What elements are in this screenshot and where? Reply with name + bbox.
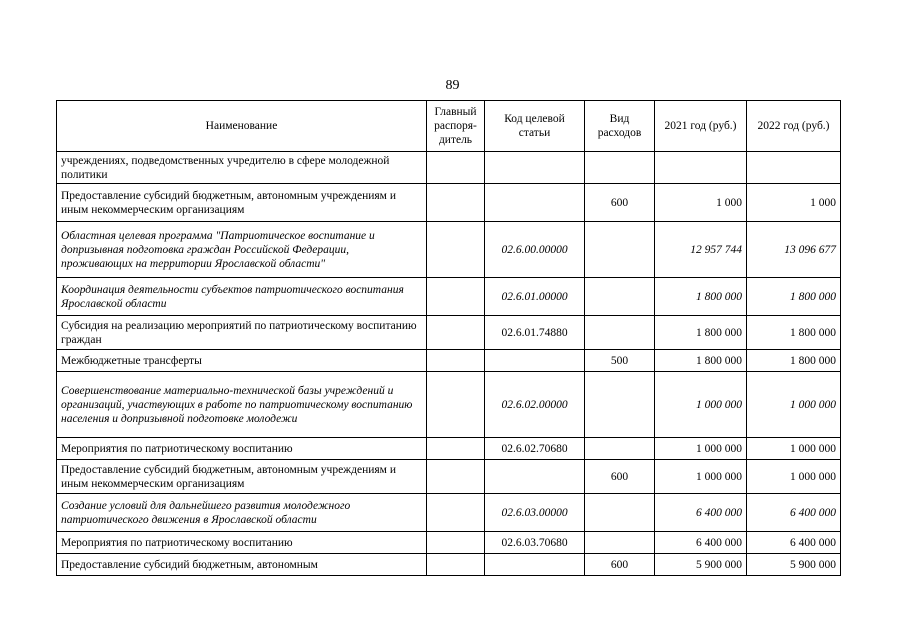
row-manager [427, 184, 485, 222]
table-row [57, 278, 841, 316]
row-code [485, 554, 585, 576]
row-type [585, 222, 655, 278]
row-2021: 1 800 000 [655, 278, 747, 316]
table-row [57, 554, 841, 576]
row-2021: 6 400 000 [655, 532, 747, 554]
row-manager [427, 316, 485, 350]
row-type [585, 278, 655, 316]
row-type: 600 [585, 184, 655, 222]
row-2022: 1 000 000 [747, 460, 841, 494]
header-manager: Главный распоря-дитель [427, 101, 485, 152]
row-name: Координация деятельности субъектов патриотического воспитания Ярославской области [57, 278, 427, 316]
row-manager [427, 460, 485, 494]
table-row [57, 372, 841, 438]
row-name: Областная целевая программа "Патриотическое воспитание и допризывная подготовка граждан Российской Федерации, проживающих на территории Ярославской области" [57, 222, 427, 278]
row-type [585, 316, 655, 350]
page-number: 89 [445, 78, 460, 93]
row-type [585, 494, 655, 532]
table-row [57, 350, 841, 372]
row-manager [427, 278, 485, 316]
row-2021: 1 000 000 [655, 460, 747, 494]
row-2022: 6 400 000 [747, 532, 841, 554]
row-manager [427, 372, 485, 438]
row-name: Мероприятия по патриотическому воспитанию [57, 532, 427, 554]
row-2021 [655, 152, 747, 184]
row-2022: 1 000 [747, 184, 841, 222]
row-2022: 1 000 000 [747, 438, 841, 460]
row-name: Предоставление субсидий бюджетным, автономным учреждениям и иным некоммерческим организациям [57, 184, 427, 222]
table-row [57, 494, 841, 532]
header-type: Вид расходов [585, 101, 655, 152]
row-code: 02.6.01.00000 [485, 278, 585, 316]
row-2021: 1 000 000 [655, 372, 747, 438]
row-code: 02.6.01.74880 [485, 316, 585, 350]
row-code [485, 152, 585, 184]
header-code: Код целевой статьи [485, 101, 585, 152]
row-type: 600 [585, 554, 655, 576]
row-code: 02.6.02.00000 [485, 372, 585, 438]
header-2021: 2021 год (руб.) [655, 101, 747, 152]
row-type [585, 532, 655, 554]
row-2021: 1 800 000 [655, 350, 747, 372]
row-2021: 5 900 000 [655, 554, 747, 576]
row-2022: 6 400 000 [747, 494, 841, 532]
row-2022: 5 900 000 [747, 554, 841, 576]
row-type [585, 372, 655, 438]
row-2021: 1 000 000 [655, 438, 747, 460]
row-manager [427, 532, 485, 554]
row-code: 02.6.02.70680 [485, 438, 585, 460]
row-name: Совершенствование материально-технической базы учреждений и организаций, участвующих в работе по патриотическому воспитанию населения и допризывной подготовке молодежи [57, 372, 427, 438]
row-type: 600 [585, 460, 655, 494]
table-row [57, 532, 841, 554]
row-2022: 1 800 000 [747, 316, 841, 350]
table-row [57, 438, 841, 460]
table-row [57, 460, 841, 494]
row-2022: 13 096 677 [747, 222, 841, 278]
row-name: Предоставление субсидий бюджетным, автономным учреждениям и иным некоммерческим организациям [57, 460, 427, 494]
row-code: 02.6.03.70680 [485, 532, 585, 554]
row-code: 02.6.03.00000 [485, 494, 585, 532]
row-manager [427, 554, 485, 576]
budget-table [56, 100, 841, 576]
row-manager [427, 350, 485, 372]
row-manager [427, 438, 485, 460]
row-name: Мероприятия по патриотическому воспитанию [57, 438, 427, 460]
row-2021: 12 957 744 [655, 222, 747, 278]
row-name: Межбюджетные трансферты [57, 350, 427, 372]
row-code: 02.6.00.00000 [485, 222, 585, 278]
row-2021: 1 800 000 [655, 316, 747, 350]
row-name: учреждениях, подведомственных учредителю в сфере молодежной политики [57, 152, 427, 184]
row-code [485, 350, 585, 372]
row-2021: 1 000 [655, 184, 747, 222]
row-2022 [747, 152, 841, 184]
row-2022: 1 800 000 [747, 350, 841, 372]
row-2022: 1 000 000 [747, 372, 841, 438]
row-type [585, 438, 655, 460]
header-2022: 2022 год (руб.) [747, 101, 841, 152]
row-type [585, 152, 655, 184]
row-2022: 1 800 000 [747, 278, 841, 316]
table-header-row [57, 101, 841, 152]
row-manager [427, 152, 485, 184]
table-row [57, 152, 841, 184]
table-row [57, 222, 841, 278]
row-code [485, 184, 585, 222]
row-name: Субсидия на реализацию мероприятий по патриотическому воспитанию граждан [57, 316, 427, 350]
header-name: Наименование [57, 101, 427, 152]
table-row [57, 316, 841, 350]
row-type: 500 [585, 350, 655, 372]
row-manager [427, 222, 485, 278]
row-2021: 6 400 000 [655, 494, 747, 532]
row-name: Предоставление субсидий бюджетным, автономным [57, 554, 427, 576]
row-manager [427, 494, 485, 532]
row-name: Создание условий для дальнейшего развития молодежного патриотического движения в Ярославской области [57, 494, 427, 532]
table-row [57, 184, 841, 222]
row-code [485, 460, 585, 494]
